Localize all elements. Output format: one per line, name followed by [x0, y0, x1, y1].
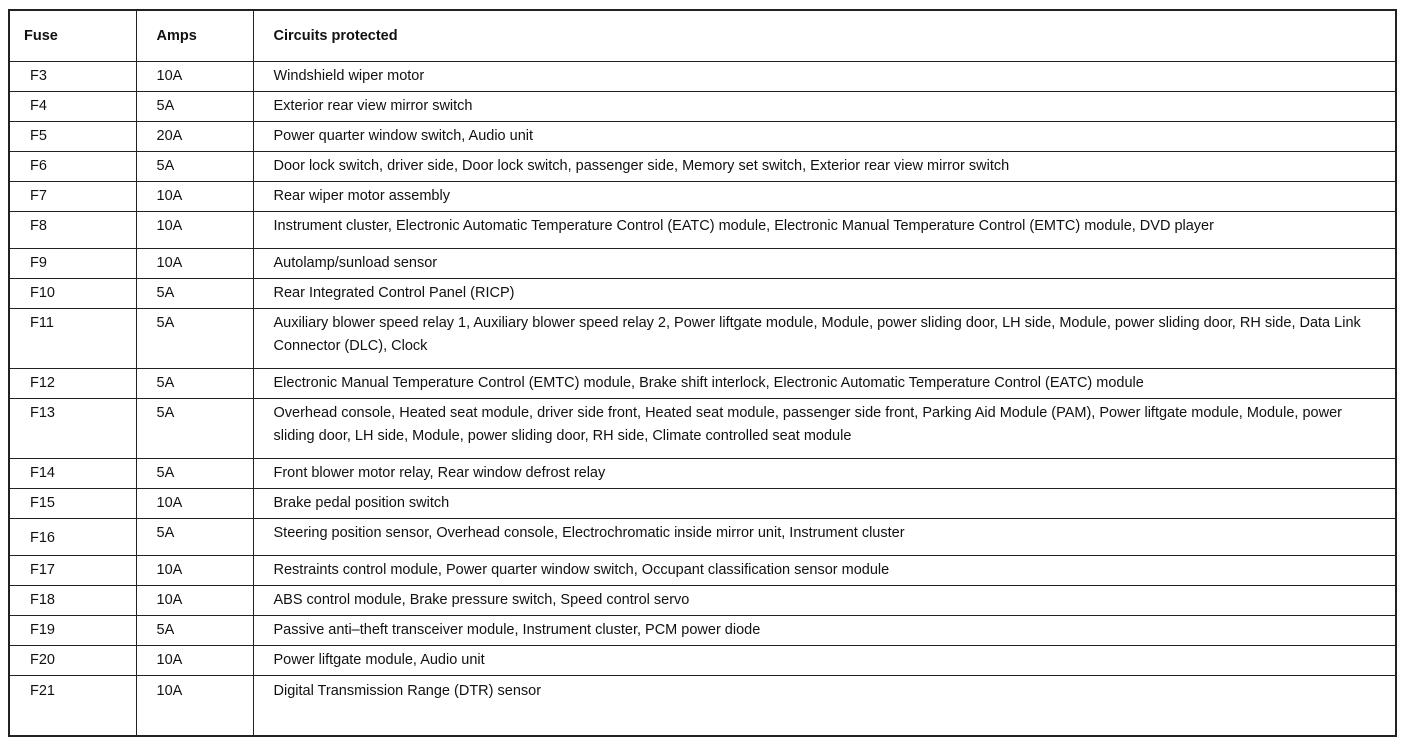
header-fuse: Fuse — [9, 10, 136, 62]
fuse-cell: F21 — [9, 676, 136, 737]
fuse-cell: F13 — [9, 399, 136, 459]
circuits-cell: Electronic Manual Temperature Control (EMTC) module, Brake shift interlock, Electronic Automatic Temperature Control (EATC) module — [253, 369, 1396, 399]
header-amps: Amps — [136, 10, 253, 62]
circuits-cell: Power liftgate module, Audio unit — [253, 646, 1396, 676]
table-row — [9, 399, 1396, 459]
circuits-cell: ABS control module, Brake pressure switch, Speed control servo — [253, 586, 1396, 616]
header-row — [9, 10, 1396, 62]
amps-cell: 10A — [136, 249, 253, 279]
fuse-cell: F11 — [9, 309, 136, 369]
fuse-cell: F3 — [9, 62, 136, 92]
circuits-cell: Autolamp/sunload sensor — [253, 249, 1396, 279]
circuits-cell: Overhead console, Heated seat module, driver side front, Heated seat module, passenger side front, Parking Aid Module (PAM), Power liftgate module, Module, power sliding door, LH side, Module, power sliding door, RH side, Climate controlled seat module — [253, 399, 1396, 459]
amps-cell: 5A — [136, 279, 253, 309]
fuse-cell: F8 — [9, 212, 136, 249]
fuse-cell: F17 — [9, 556, 136, 586]
amps-cell: 5A — [136, 616, 253, 646]
amps-cell: 5A — [136, 309, 253, 369]
fuse-cell: F6 — [9, 152, 136, 182]
amps-cell: 5A — [136, 459, 253, 489]
circuits-cell: Digital Transmission Range (DTR) sensor — [253, 676, 1396, 737]
circuits-cell: Passive anti–theft transceiver module, Instrument cluster, PCM power diode — [253, 616, 1396, 646]
table-row — [9, 489, 1396, 519]
amps-cell: 5A — [136, 399, 253, 459]
table-row — [9, 646, 1396, 676]
circuits-cell: Restraints control module, Power quarter window switch, Occupant classification sensor module — [253, 556, 1396, 586]
table-row — [9, 92, 1396, 122]
fuse-cell: F19 — [9, 616, 136, 646]
amps-cell: 10A — [136, 62, 253, 92]
fuse-cell: F14 — [9, 459, 136, 489]
amps-cell: 5A — [136, 152, 253, 182]
fuse-cell: F12 — [9, 369, 136, 399]
table-row — [9, 212, 1396, 249]
table-row — [9, 62, 1396, 92]
table-row — [9, 152, 1396, 182]
amps-cell: 5A — [136, 369, 253, 399]
fuse-cell: F7 — [9, 182, 136, 212]
header-circuits-protected: Circuits protected — [253, 10, 1396, 62]
fuse-cell: F4 — [9, 92, 136, 122]
circuits-cell: Auxiliary blower speed relay 1, Auxiliary blower speed relay 2, Power liftgate module, Module, power sliding door, LH side, Module, power sliding door, RH side, Data Link Connector (DLC), Clock — [253, 309, 1396, 369]
fuse-table — [8, 9, 1397, 737]
circuits-cell: Front blower motor relay, Rear window defrost relay — [253, 459, 1396, 489]
fuse-cell: F10 — [9, 279, 136, 309]
table-row — [9, 369, 1396, 399]
circuits-cell: Windshield wiper motor — [253, 62, 1396, 92]
table-row — [9, 182, 1396, 212]
table-row — [9, 519, 1396, 556]
table-row — [9, 279, 1396, 309]
circuits-cell: Power quarter window switch, Audio unit — [253, 122, 1396, 152]
amps-cell: 10A — [136, 676, 253, 737]
fuse-cell: F18 — [9, 586, 136, 616]
circuits-cell: Instrument cluster, Electronic Automatic Temperature Control (EATC) module, Electronic Manual Temperature Control (EMTC) module, DVD player — [253, 212, 1396, 249]
circuits-cell: Brake pedal position switch — [253, 489, 1396, 519]
fuse-cell: F9 — [9, 249, 136, 279]
amps-cell: 10A — [136, 646, 253, 676]
amps-cell: 5A — [136, 519, 253, 556]
amps-cell: 10A — [136, 212, 253, 249]
amps-cell: 5A — [136, 92, 253, 122]
circuits-cell: Rear Integrated Control Panel (RICP) — [253, 279, 1396, 309]
table-row — [9, 586, 1396, 616]
table-row — [9, 616, 1396, 646]
fuse-cell: F15 — [9, 489, 136, 519]
amps-cell: 20A — [136, 122, 253, 152]
fuse-cell: F16 — [9, 519, 136, 556]
table-row — [9, 249, 1396, 279]
circuits-cell: Exterior rear view mirror switch — [253, 92, 1396, 122]
table-row — [9, 459, 1396, 489]
fuse-cell: F20 — [9, 646, 136, 676]
amps-cell: 10A — [136, 182, 253, 212]
amps-cell: 10A — [136, 586, 253, 616]
table-row — [9, 556, 1396, 586]
table-row — [9, 122, 1396, 152]
circuits-cell: Door lock switch, driver side, Door lock switch, passenger side, Memory set switch, Exterior rear view mirror switch — [253, 152, 1396, 182]
circuits-cell: Steering position sensor, Overhead console, Electrochromatic inside mirror unit, Instrument cluster — [253, 519, 1396, 556]
amps-cell: 10A — [136, 489, 253, 519]
table-row — [9, 676, 1396, 737]
table-row — [9, 309, 1396, 369]
circuits-cell: Rear wiper motor assembly — [253, 182, 1396, 212]
amps-cell: 10A — [136, 556, 253, 586]
fuse-cell: F5 — [9, 122, 136, 152]
